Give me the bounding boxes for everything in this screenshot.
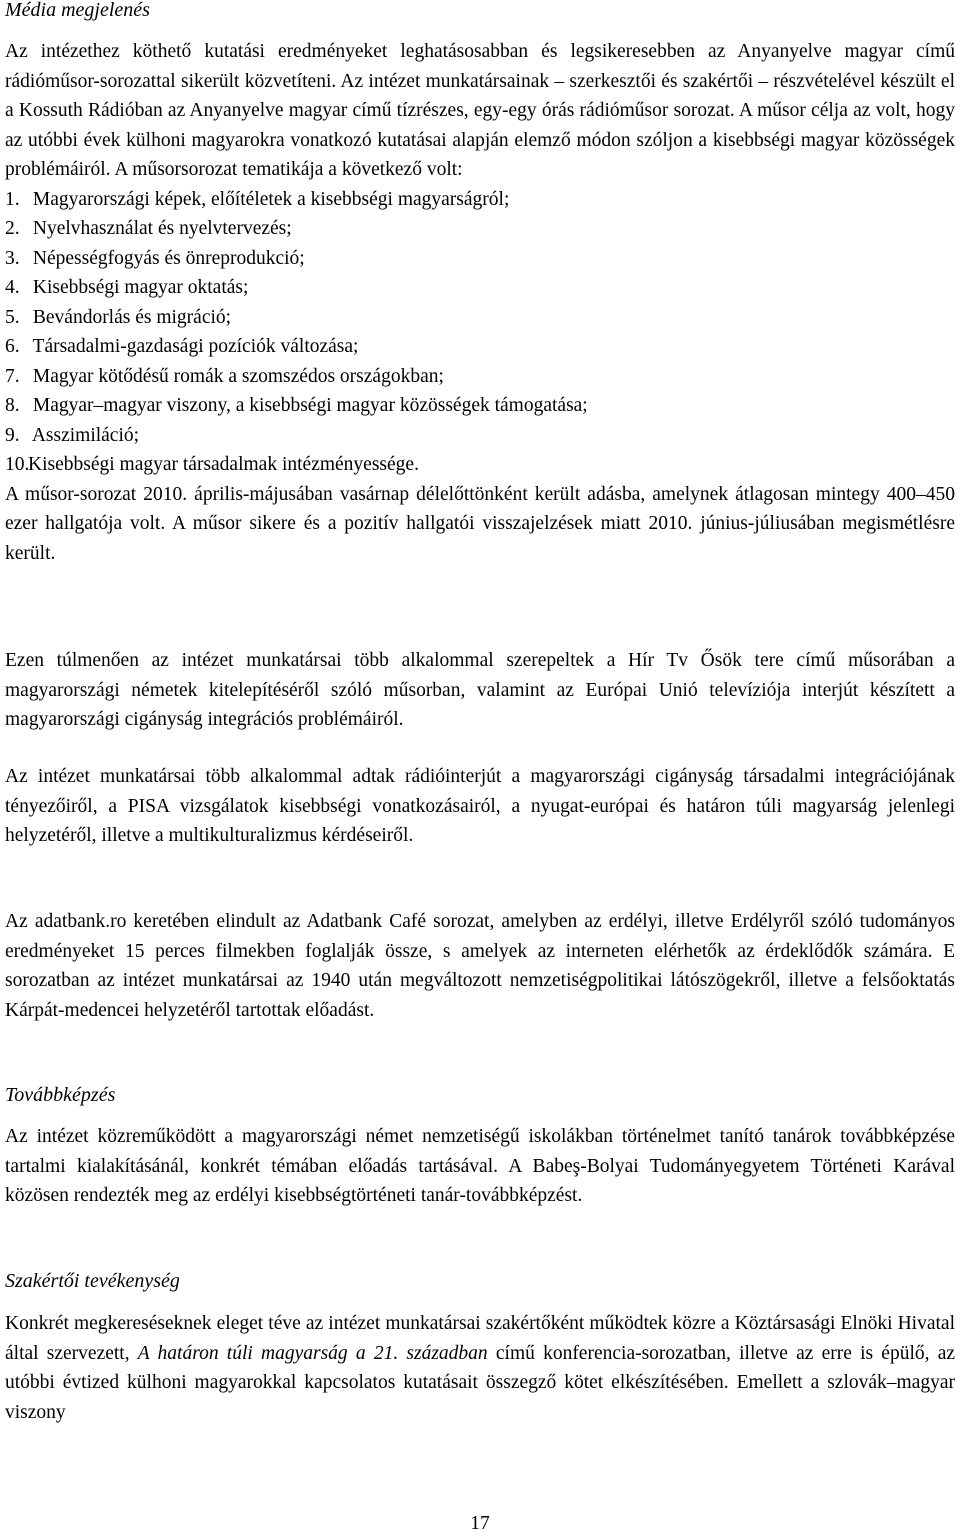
list-text: Magyar–magyar viszony, a kisebbségi magyar közösségek támogatása; [32,395,588,416]
list-item [5,185,955,215]
list-item [5,450,955,480]
tv-appearance-paragraph [5,646,955,735]
list-number: 5. [5,306,20,328]
paragraph: Az adatbank.ro keretében elindult az Adatbank Café sorozat, amelyben az erdélyi, illetve Erdélyről szóló tudományos eredményeket 15 perces filmekben foglalják össze, s amelyek az interneten elérhetők az érdeklődők számára. E sorozatban az intézet munkatársai az 1940 után megváltozott nemzetiségpolitikai látószögekről, illetve a felsőoktatás Kárpát-medencei helyzetéről tartottak előadást. [5,911,955,1021]
text-run: című konferencia-sorozatban, illetve az erre is épülő, az utóbbi évtized külhoni magyarokkal kapcsolatos kutatásait összegző kötet elkészítésében. Emellett a szlovák–magyar viszony [5,1342,955,1423]
list-number: 3. [5,247,20,269]
list-text: Kisebbségi magyar társadalmak intézményessége. [28,454,419,475]
list-item [5,362,955,392]
list-number: 2. [5,218,20,239]
list-text: Magyarországi képek, előítéletek a kisebbségi magyarságról; [32,188,510,210]
expert-paragraph [5,1309,955,1427]
media-intro-paragraph [5,37,955,568]
paragraph: Az intézet közreműködött a magyarországi német nemzetiségű iskolákban történelmet tanító tanárok továbbképzése tartalmi kialakításánál, konkrét témában előadás tartásával. A Babeş-Bolyai Tudományegyetem Történeti Karával közösen rendezték meg az erdélyi kisebbségtörténeti tanár-továbbképzést. [5,1126,955,1206]
list-number: 9. [5,424,20,446]
list-number: 4. [5,277,20,298]
list-number: 1. [5,188,20,210]
list-number: 6. [5,336,20,357]
list-item [5,273,955,303]
list-text: Nyelvhasználat és nyelvtervezés; [32,218,292,239]
list-item [5,421,955,451]
section-heading-media: Média megjelenés [5,0,150,21]
list-text: Kisebbségi magyar oktatás; [32,277,249,298]
paragraph: Az intézethez köthető kutatási eredményeket leghatásosabban és legsikeresebben az Anyanyelve magyar című rádióműsor-sorozattal sikerült közvetíteni. Az intézet munkatársainak – szerkesztői és szakértői – részvételével készült el a Kossuth Rádióban az Anyanyelve magyar című tízrészes, egy-egy órás rádióműsor sorozat. A műsor célja az volt, hogy az utóbbi évek külhoni magyarokra vonatkozó kutatásai alapján elemző módon szóljon a kisebbségi magyar közösségek problémáiról. A műsorsorozat tematikája a következő volt: [5,41,955,180]
list-number: 7. [5,365,20,387]
list-text: Népességfogyás és önreprodukció; [32,247,305,269]
paragraph [5,1309,955,1427]
list-text: Asszimiláció; [31,424,140,446]
list-number: 10. [5,454,30,475]
section-heading-expert: Szakértői tevékenység [5,1270,180,1292]
list-item [5,391,955,421]
italic-title: A határon túli magyarság a 21. században [137,1342,488,1364]
list-item [5,303,955,333]
text-run: Konkrét megkereséseknek eleget téve az intézet munkatársai szakértőként működtek közre a Köztársasági Elnöki Hivatal által szervezett, [5,1313,955,1364]
list-text: Társadalmi-gazdasági pozíciók változása; [32,336,359,357]
topic-list [5,185,955,480]
list-item [5,214,955,244]
adatbank-paragraph [5,907,955,1025]
paragraph: Az intézet munkatársai több alkalommal adtak rádióinterjút a magyarországi cigányság társadalmi integrációjának tényezőiről, a PISA vizsgálatok kisebbségi vonatkozásairól, a nyugat-európai és határon túli magyarság jelenlegi helyzetéről, illetve a multikulturalizmus kérdéseiről. [5,766,955,846]
list-item [5,332,955,362]
radio-interview-paragraph [5,762,955,851]
list-text: Bevándorlás és migráció; [32,306,232,328]
training-paragraph [5,1122,955,1211]
section-heading-training: Továbbképzés [5,1084,116,1106]
page-number: 17 [470,1513,490,1534]
paragraph: Ezen túlmenően az intézet munkatársai több alkalommal szerepeltek a Hír Tv Ősök tere című műsorában a magyarországi németek kitelepítéséről szóló műsorban, valamint az Európai Unió televíziója interjút készített a magyarországi cigányság integrációs problémáiról. [5,650,955,730]
list-text: Magyar kötődésű romák a szomszédos országokban; [32,365,444,387]
paragraph: A műsor-sorozat 2010. április-májusában vasárnap délelőttönként került adásba, amelynek átlagosan mintegy 400–450 ezer hallgatója volt. A műsor sikere és a pozitív hallgatói visszajelzések miatt 2010. június-júliusában megismétlésre került. [5,483,955,564]
list-number: 8. [5,395,20,416]
list-item [5,244,955,274]
